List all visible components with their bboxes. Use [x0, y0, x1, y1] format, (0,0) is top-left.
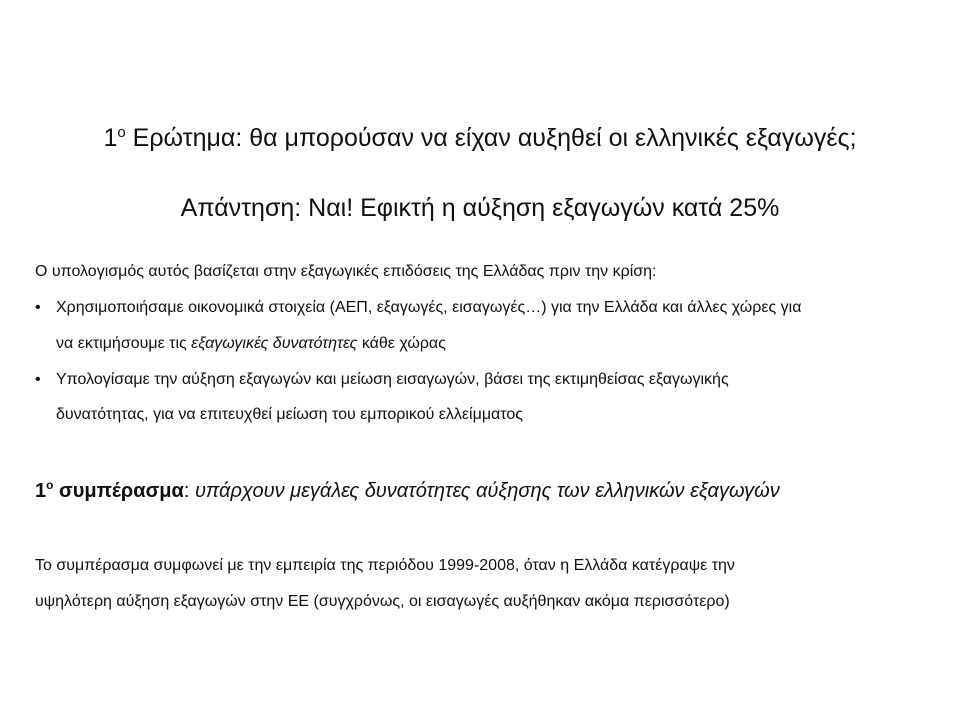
- bullet-marker-1: •: [35, 299, 41, 316]
- bullet-1-line-1: Χρησιμοποιήσαμε οικονομικά στοιχεία (ΑΕΠ, εξαγωγές, εισαγωγές…) για την Ελλάδα και άλλες χώρες για: [56, 299, 802, 316]
- closing-line-1: Το συμπέρασμα συμφωνεί με την εμπειρία της περιόδου 1999-2008, όταν η Ελλάδα κατέγραψε την: [35, 557, 735, 574]
- bullet-2-line-2: δυνατότητας, για να επιτευχθεί μείωση του εμπορικού ελλείμματος: [56, 406, 523, 423]
- question-title: [0, 122, 960, 154]
- bullet-1-emphasis: εξαγωγικές δυνατότητες: [191, 335, 358, 352]
- bullet-1-suffix: κάθε χώρας: [357, 335, 446, 352]
- conclusion-label: συμπέρασμα: [53, 480, 184, 502]
- bullet-2-line-1: Υπολογίσαμε την αύξηση εξαγωγών και μείωση εισαγωγών, βάσει της εκτιμηθείσας εξαγωγικής: [56, 371, 729, 388]
- conclusion-ordinal: ο: [46, 478, 54, 492]
- bullet-1-prefix: να εκτιμήσουμε τις: [56, 335, 192, 352]
- bullet-marker-2: •: [35, 371, 41, 388]
- intro-text: Ο υπολογισμός αυτός βασίζεται στην εξαγωγικές επιδόσεις της Ελλάδας πριν την κρίση:: [35, 263, 657, 280]
- question-number: 1: [103, 124, 118, 152]
- question-text: Ερώτημα: θα μπορούσαν να είχαν αυξηθεί οι ελληνικές εξαγωγές;: [125, 124, 857, 152]
- conclusion-colon: :: [183, 480, 195, 502]
- conclusion-number: 1: [35, 480, 47, 502]
- conclusion: [35, 478, 780, 504]
- question-ordinal: ο: [117, 124, 126, 141]
- answer-title: Απάντηση: Ναι! Εφικτή η αύξηση εξαγωγών κατά 25%: [180, 194, 780, 222]
- bullet-1-line-2: [56, 334, 951, 354]
- conclusion-text: υπάρχουν μεγάλες δυνατότητες αύξησης των ελληνικών εξαγωγών: [194, 480, 780, 502]
- closing-line-2: υψηλότερη αύξηση εξαγωγών στην ΕΕ (συγχρόνως, οι εισαγωγές αυξήθηκαν ακόμα περισσότερο): [35, 593, 730, 610]
